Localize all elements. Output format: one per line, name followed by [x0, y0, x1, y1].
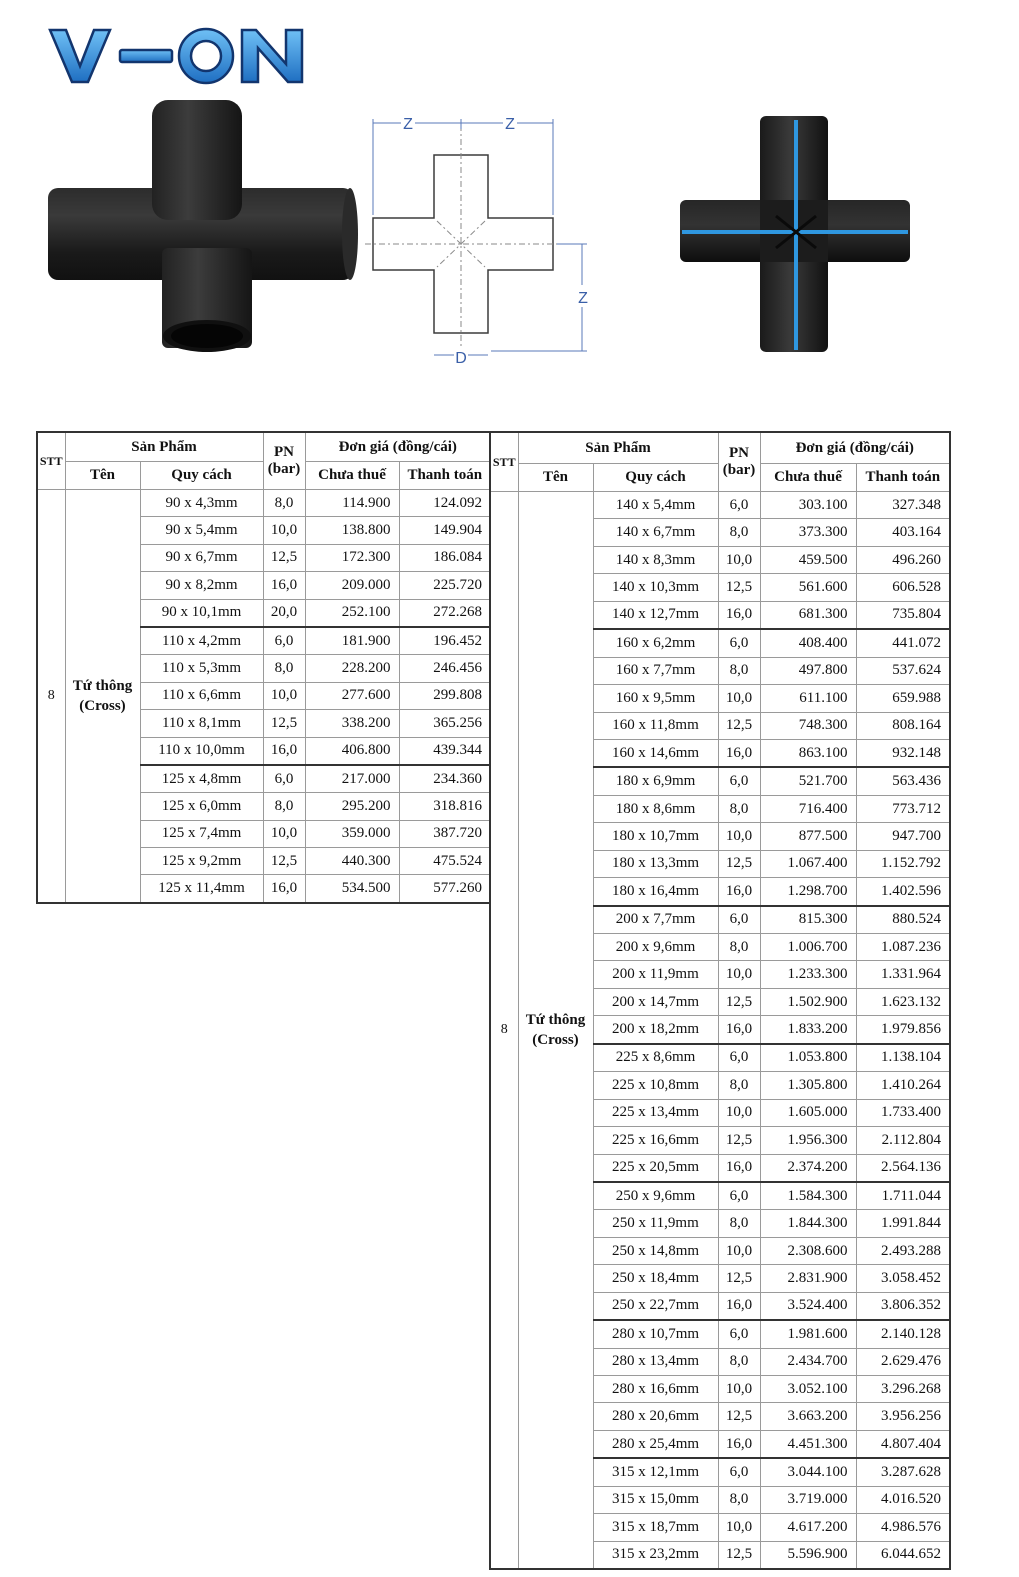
cross-fitting-striped-photo [672, 112, 917, 357]
cell-pn: 8,0 [718, 1486, 760, 1513]
header-product: Sản Phẩm [65, 432, 263, 462]
cell-pn: 12,5 [263, 710, 305, 737]
cell-price-total: 3.287.628 [856, 1458, 950, 1486]
header-price-pre-tax: Chưa thuế [305, 462, 399, 490]
cell-price-pre-tax: 3.663.200 [760, 1403, 856, 1430]
cell-price-pre-tax: 338.200 [305, 710, 399, 737]
cell-price-total: 606.528 [856, 574, 950, 601]
cell-price-pre-tax: 1.305.800 [760, 1072, 856, 1099]
cell-pn: 12,5 [718, 712, 760, 739]
cell-price-pre-tax: 3.044.100 [760, 1458, 856, 1486]
cell-pn: 10,0 [718, 1376, 760, 1403]
cell-price-total: 3.058.452 [856, 1265, 950, 1292]
cell-pn: 16,0 [263, 572, 305, 599]
cell-spec: 250 x 9,6mm [593, 1182, 718, 1210]
cell-price-pre-tax: 534.500 [305, 875, 399, 903]
product-name-line2: (Cross) [79, 697, 126, 714]
cell-price-pre-tax: 1.844.300 [760, 1210, 856, 1237]
cell-pn: 16,0 [718, 739, 760, 767]
cell-spec: 225 x 8,6mm [593, 1044, 718, 1072]
cell-spec: 280 x 20,6mm [593, 1403, 718, 1430]
cell-spec: 315 x 18,7mm [593, 1514, 718, 1541]
product-name-line2: (Cross) [532, 1032, 579, 1049]
cell-pn: 16,0 [263, 875, 305, 903]
cell-spec: 200 x 9,6mm [593, 934, 718, 961]
cell-spec: 180 x 10,7mm [593, 823, 718, 850]
cell-pn: 16,0 [718, 601, 760, 629]
header-product: Sản Phẩm [518, 432, 718, 464]
cell-price-pre-tax: 681.300 [760, 601, 856, 629]
cell-pn: 8,0 [263, 655, 305, 682]
cell-pn: 10,0 [718, 546, 760, 573]
cell-spec: 90 x 5,4mm [140, 517, 263, 544]
cell-spec: 200 x 14,7mm [593, 988, 718, 1015]
cell-pn: 16,0 [718, 1430, 760, 1458]
cell-pn: 6,0 [718, 492, 760, 519]
cell-price-total: 3.956.256 [856, 1403, 950, 1430]
cross-dimension-diagram [365, 115, 590, 370]
cell-spec: 280 x 13,4mm [593, 1348, 718, 1375]
cell-spec: 200 x 18,2mm [593, 1016, 718, 1044]
cell-price-total: 441.072 [856, 629, 950, 657]
cell-price-pre-tax: 440.300 [305, 848, 399, 875]
cell-price-total: 225.720 [399, 572, 491, 599]
cell-spec: 250 x 11,9mm [593, 1210, 718, 1237]
cell-pn: 12,5 [263, 848, 305, 875]
cell-spec: 125 x 9,2mm [140, 848, 263, 875]
cell-price-pre-tax: 181.900 [305, 627, 399, 655]
cell-price-pre-tax: 1.584.300 [760, 1182, 856, 1210]
price-table-right [489, 431, 951, 1570]
cell-price-total: 475.524 [399, 848, 491, 875]
cell-spec: 250 x 22,7mm [593, 1292, 718, 1320]
cell-spec: 140 x 5,4mm [593, 492, 718, 519]
cell-price-pre-tax: 252.100 [305, 599, 399, 627]
cell-price-pre-tax: 1.298.700 [760, 878, 856, 906]
cell-price-total: 1.991.844 [856, 1210, 950, 1237]
cell-price-pre-tax: 877.500 [760, 823, 856, 850]
table-row [490, 492, 950, 519]
header-pn-label: PN [274, 444, 294, 460]
cell-price-pre-tax: 172.300 [305, 544, 399, 571]
header-price-total: Thanh toán [399, 462, 491, 490]
cell-price-pre-tax: 228.200 [305, 655, 399, 682]
cell-price-total: 563.436 [856, 767, 950, 795]
cell-price-total: 3.296.268 [856, 1376, 950, 1403]
cell-spec: 280 x 10,7mm [593, 1320, 718, 1348]
cell-price-pre-tax: 1.006.700 [760, 934, 856, 961]
cell-price-total: 387.720 [399, 820, 491, 847]
cell-spec: 200 x 7,7mm [593, 906, 718, 934]
cell-price-total: 1.331.964 [856, 961, 950, 988]
price-table-right-body [490, 492, 950, 1570]
cell-pn: 16,0 [718, 878, 760, 906]
cell-pn: 12,5 [718, 1265, 760, 1292]
cell-price-pre-tax: 303.100 [760, 492, 856, 519]
cell-pn: 10,0 [718, 1099, 760, 1126]
cell-pn: 8,0 [718, 657, 760, 684]
cell-spec: 140 x 6,7mm [593, 519, 718, 546]
cell-price-total: 299.808 [399, 682, 491, 709]
cell-pn: 8,0 [718, 795, 760, 822]
cell-pn: 6,0 [718, 1458, 760, 1486]
cell-price-pre-tax: 277.600 [305, 682, 399, 709]
header-price: Đơn giá (đồng/cái) [305, 432, 491, 462]
cell-spec: 110 x 10,0mm [140, 737, 263, 765]
cell-price-total: 577.260 [399, 875, 491, 903]
cell-pn: 6,0 [718, 1044, 760, 1072]
cell-price-total: 947.700 [856, 823, 950, 850]
cell-spec: 125 x 6,0mm [140, 793, 263, 820]
cell-price-pre-tax: 716.400 [760, 795, 856, 822]
cell-spec: 90 x 10,1mm [140, 599, 263, 627]
cell-stt: 8 [37, 490, 65, 903]
header-price: Đơn giá (đồng/cái) [760, 432, 950, 464]
cell-pn: 8,0 [718, 1348, 760, 1375]
cell-price-total: 6.044.652 [856, 1541, 950, 1569]
cell-pn: 10,0 [263, 517, 305, 544]
cell-price-pre-tax: 521.700 [760, 767, 856, 795]
cell-price-pre-tax: 3.719.000 [760, 1486, 856, 1513]
dim-label-d: D [455, 350, 467, 367]
header-spec: Quy cách [593, 464, 718, 492]
cell-price-total: 246.456 [399, 655, 491, 682]
dim-label-z-right: Z [578, 290, 588, 307]
cell-price-pre-tax: 3.052.100 [760, 1376, 856, 1403]
cell-price-pre-tax: 4.617.200 [760, 1514, 856, 1541]
cell-price-total: 196.452 [399, 627, 491, 655]
dim-label-z-top-left: Z [403, 116, 413, 133]
dim-label-z-top-right: Z [505, 116, 515, 133]
header-pn-unit: (bar) [267, 461, 301, 477]
header-name: Tên [518, 464, 593, 492]
cell-price-total: 735.804 [856, 601, 950, 629]
cell-pn: 12,5 [718, 1403, 760, 1430]
cell-price-total: 1.087.236 [856, 934, 950, 961]
cell-price-total: 4.986.576 [856, 1514, 950, 1541]
cell-price-pre-tax: 373.300 [760, 519, 856, 546]
cell-spec: 180 x 13,3mm [593, 850, 718, 877]
product-name-line1: Tứ thông [72, 677, 133, 694]
cell-price-total: 659.988 [856, 685, 950, 712]
cell-price-total: 365.256 [399, 710, 491, 737]
cell-price-pre-tax: 295.200 [305, 793, 399, 820]
cell-pn: 8,0 [263, 793, 305, 820]
header-pn-unit: (bar) [722, 462, 756, 478]
cell-spec: 110 x 4,2mm [140, 627, 263, 655]
cell-price-total: 2.564.136 [856, 1154, 950, 1182]
cell-pn: 8,0 [718, 519, 760, 546]
cell-price-total: 4.807.404 [856, 1430, 950, 1458]
cell-pn: 8,0 [263, 490, 305, 517]
cell-pn: 10,0 [718, 1237, 760, 1264]
cell-price-pre-tax: 863.100 [760, 739, 856, 767]
cell-spec: 315 x 15,0mm [593, 1486, 718, 1513]
cell-price-total: 272.268 [399, 599, 491, 627]
cell-price-pre-tax: 114.900 [305, 490, 399, 517]
cell-price-total: 1.152.792 [856, 850, 950, 877]
cell-price-pre-tax: 209.000 [305, 572, 399, 599]
cell-spec: 110 x 5,3mm [140, 655, 263, 682]
header-name: Tên [65, 462, 140, 490]
cell-price-total: 773.712 [856, 795, 950, 822]
cell-price-total: 3.806.352 [856, 1292, 950, 1320]
cell-price-total: 1.979.856 [856, 1016, 950, 1044]
cell-spec: 225 x 16,6mm [593, 1127, 718, 1154]
cell-price-total: 4.016.520 [856, 1486, 950, 1513]
cell-price-total: 2.140.128 [856, 1320, 950, 1348]
cell-price-total: 1.711.044 [856, 1182, 950, 1210]
cell-price-pre-tax: 2.831.900 [760, 1265, 856, 1292]
cell-pn: 16,0 [718, 1016, 760, 1044]
cell-price-pre-tax: 1.233.300 [760, 961, 856, 988]
cell-spec: 180 x 6,9mm [593, 767, 718, 795]
cell-spec: 125 x 7,4mm [140, 820, 263, 847]
header-pn [718, 432, 760, 492]
cell-product-name [518, 492, 593, 1570]
cell-price-total: 327.348 [856, 492, 950, 519]
price-table-left-body [37, 490, 491, 903]
cell-pn: 12,5 [718, 1127, 760, 1154]
cell-price-pre-tax: 138.800 [305, 517, 399, 544]
cell-pn: 6,0 [263, 627, 305, 655]
header-spec: Quy cách [140, 462, 263, 490]
cell-spec: 200 x 11,9mm [593, 961, 718, 988]
cell-price-pre-tax: 408.400 [760, 629, 856, 657]
cell-pn: 10,0 [718, 1514, 760, 1541]
cell-spec: 160 x 7,7mm [593, 657, 718, 684]
cell-price-total: 932.148 [856, 739, 950, 767]
cell-pn: 16,0 [263, 737, 305, 765]
header-pn-label: PN [729, 445, 749, 461]
cell-stt: 8 [490, 492, 518, 1570]
cell-pn: 12,5 [263, 544, 305, 571]
cell-price-total: 880.524 [856, 906, 950, 934]
cell-price-total: 318.816 [399, 793, 491, 820]
table-row [37, 490, 491, 517]
cell-pn: 6,0 [718, 1320, 760, 1348]
brand-logo [46, 24, 308, 88]
cell-price-pre-tax: 1.605.000 [760, 1099, 856, 1126]
cell-spec: 315 x 23,2mm [593, 1541, 718, 1569]
cell-price-pre-tax: 2.374.200 [760, 1154, 856, 1182]
cell-price-total: 2.493.288 [856, 1237, 950, 1264]
cell-price-pre-tax: 815.300 [760, 906, 856, 934]
cell-price-total: 403.164 [856, 519, 950, 546]
cell-price-pre-tax: 1.956.300 [760, 1127, 856, 1154]
cell-price-total: 2.112.804 [856, 1127, 950, 1154]
cell-price-total: 186.084 [399, 544, 491, 571]
cell-pn: 20,0 [263, 599, 305, 627]
cell-spec: 225 x 10,8mm [593, 1072, 718, 1099]
cell-price-pre-tax: 406.800 [305, 737, 399, 765]
cell-spec: 315 x 12,1mm [593, 1458, 718, 1486]
cell-price-pre-tax: 1.067.400 [760, 850, 856, 877]
cell-pn: 6,0 [263, 765, 305, 793]
cell-pn: 8,0 [718, 934, 760, 961]
cell-pn: 10,0 [718, 961, 760, 988]
cell-price-total: 149.904 [399, 517, 491, 544]
cell-price-pre-tax: 3.524.400 [760, 1292, 856, 1320]
cell-price-pre-tax: 359.000 [305, 820, 399, 847]
cell-spec: 225 x 13,4mm [593, 1099, 718, 1126]
cell-spec: 110 x 8,1mm [140, 710, 263, 737]
cell-spec: 250 x 18,4mm [593, 1265, 718, 1292]
cell-price-pre-tax: 497.800 [760, 657, 856, 684]
cell-price-total: 234.360 [399, 765, 491, 793]
cell-price-pre-tax: 5.596.900 [760, 1541, 856, 1569]
cell-spec: 180 x 8,6mm [593, 795, 718, 822]
cell-price-total: 1.733.400 [856, 1099, 950, 1126]
cross-fitting-photo [40, 98, 360, 353]
cell-spec: 90 x 6,7mm [140, 544, 263, 571]
cell-price-pre-tax: 1.053.800 [760, 1044, 856, 1072]
cell-spec: 140 x 12,7mm [593, 601, 718, 629]
cell-price-pre-tax: 561.600 [760, 574, 856, 601]
cell-pn: 6,0 [718, 1182, 760, 1210]
header-price-pre-tax: Chưa thuế [760, 464, 856, 492]
cell-price-total: 1.410.264 [856, 1072, 950, 1099]
cell-spec: 90 x 4,3mm [140, 490, 263, 517]
cell-spec: 160 x 11,8mm [593, 712, 718, 739]
cell-pn: 12,5 [718, 574, 760, 601]
cell-price-total: 1.138.104 [856, 1044, 950, 1072]
cell-pn: 12,5 [718, 1541, 760, 1569]
cell-pn: 12,5 [718, 988, 760, 1015]
cell-pn: 10,0 [718, 823, 760, 850]
price-table-left [36, 431, 492, 904]
cell-price-total: 124.092 [399, 490, 491, 517]
cell-spec: 125 x 11,4mm [140, 875, 263, 903]
cell-spec: 125 x 4,8mm [140, 765, 263, 793]
cell-price-total: 2.629.476 [856, 1348, 950, 1375]
cell-pn: 10,0 [718, 685, 760, 712]
cell-price-pre-tax: 4.451.300 [760, 1430, 856, 1458]
cell-price-pre-tax: 459.500 [760, 546, 856, 573]
header-price-total: Thanh toán [856, 464, 950, 492]
cell-pn: 8,0 [718, 1210, 760, 1237]
cell-spec: 160 x 6,2mm [593, 629, 718, 657]
cell-spec: 180 x 16,4mm [593, 878, 718, 906]
header-pn [263, 432, 305, 490]
cell-price-pre-tax: 2.308.600 [760, 1237, 856, 1264]
cell-pn: 12,5 [718, 850, 760, 877]
cell-price-pre-tax: 1.502.900 [760, 988, 856, 1015]
cell-spec: 160 x 14,6mm [593, 739, 718, 767]
cell-pn: 6,0 [718, 629, 760, 657]
cell-price-total: 537.624 [856, 657, 950, 684]
cell-price-total: 439.344 [399, 737, 491, 765]
cell-spec: 110 x 6,6mm [140, 682, 263, 709]
cell-price-total: 1.402.596 [856, 878, 950, 906]
header-stt: STT [37, 432, 65, 490]
cell-spec: 250 x 14,8mm [593, 1237, 718, 1264]
cell-pn: 10,0 [263, 820, 305, 847]
cell-spec: 160 x 9,5mm [593, 685, 718, 712]
cell-spec: 225 x 20,5mm [593, 1154, 718, 1182]
cell-spec: 90 x 8,2mm [140, 572, 263, 599]
cell-spec: 280 x 25,4mm [593, 1430, 718, 1458]
cell-price-pre-tax: 611.100 [760, 685, 856, 712]
cell-price-pre-tax: 1.981.600 [760, 1320, 856, 1348]
cell-pn: 6,0 [718, 767, 760, 795]
cell-price-pre-tax: 748.300 [760, 712, 856, 739]
cell-pn: 10,0 [263, 682, 305, 709]
cell-price-total: 496.260 [856, 546, 950, 573]
cell-spec: 140 x 8,3mm [593, 546, 718, 573]
cell-pn: 8,0 [718, 1072, 760, 1099]
cell-pn: 6,0 [718, 906, 760, 934]
cell-price-pre-tax: 1.833.200 [760, 1016, 856, 1044]
cell-pn: 16,0 [718, 1154, 760, 1182]
cell-spec: 140 x 10,3mm [593, 574, 718, 601]
cell-spec: 280 x 16,6mm [593, 1376, 718, 1403]
cell-price-pre-tax: 217.000 [305, 765, 399, 793]
header-stt: STT [490, 432, 518, 492]
cell-price-total: 1.623.132 [856, 988, 950, 1015]
cell-price-total: 808.164 [856, 712, 950, 739]
cell-price-pre-tax: 2.434.700 [760, 1348, 856, 1375]
cell-product-name [65, 490, 140, 903]
cell-pn: 16,0 [718, 1292, 760, 1320]
product-name-line1: Tứ thông [525, 1012, 586, 1029]
